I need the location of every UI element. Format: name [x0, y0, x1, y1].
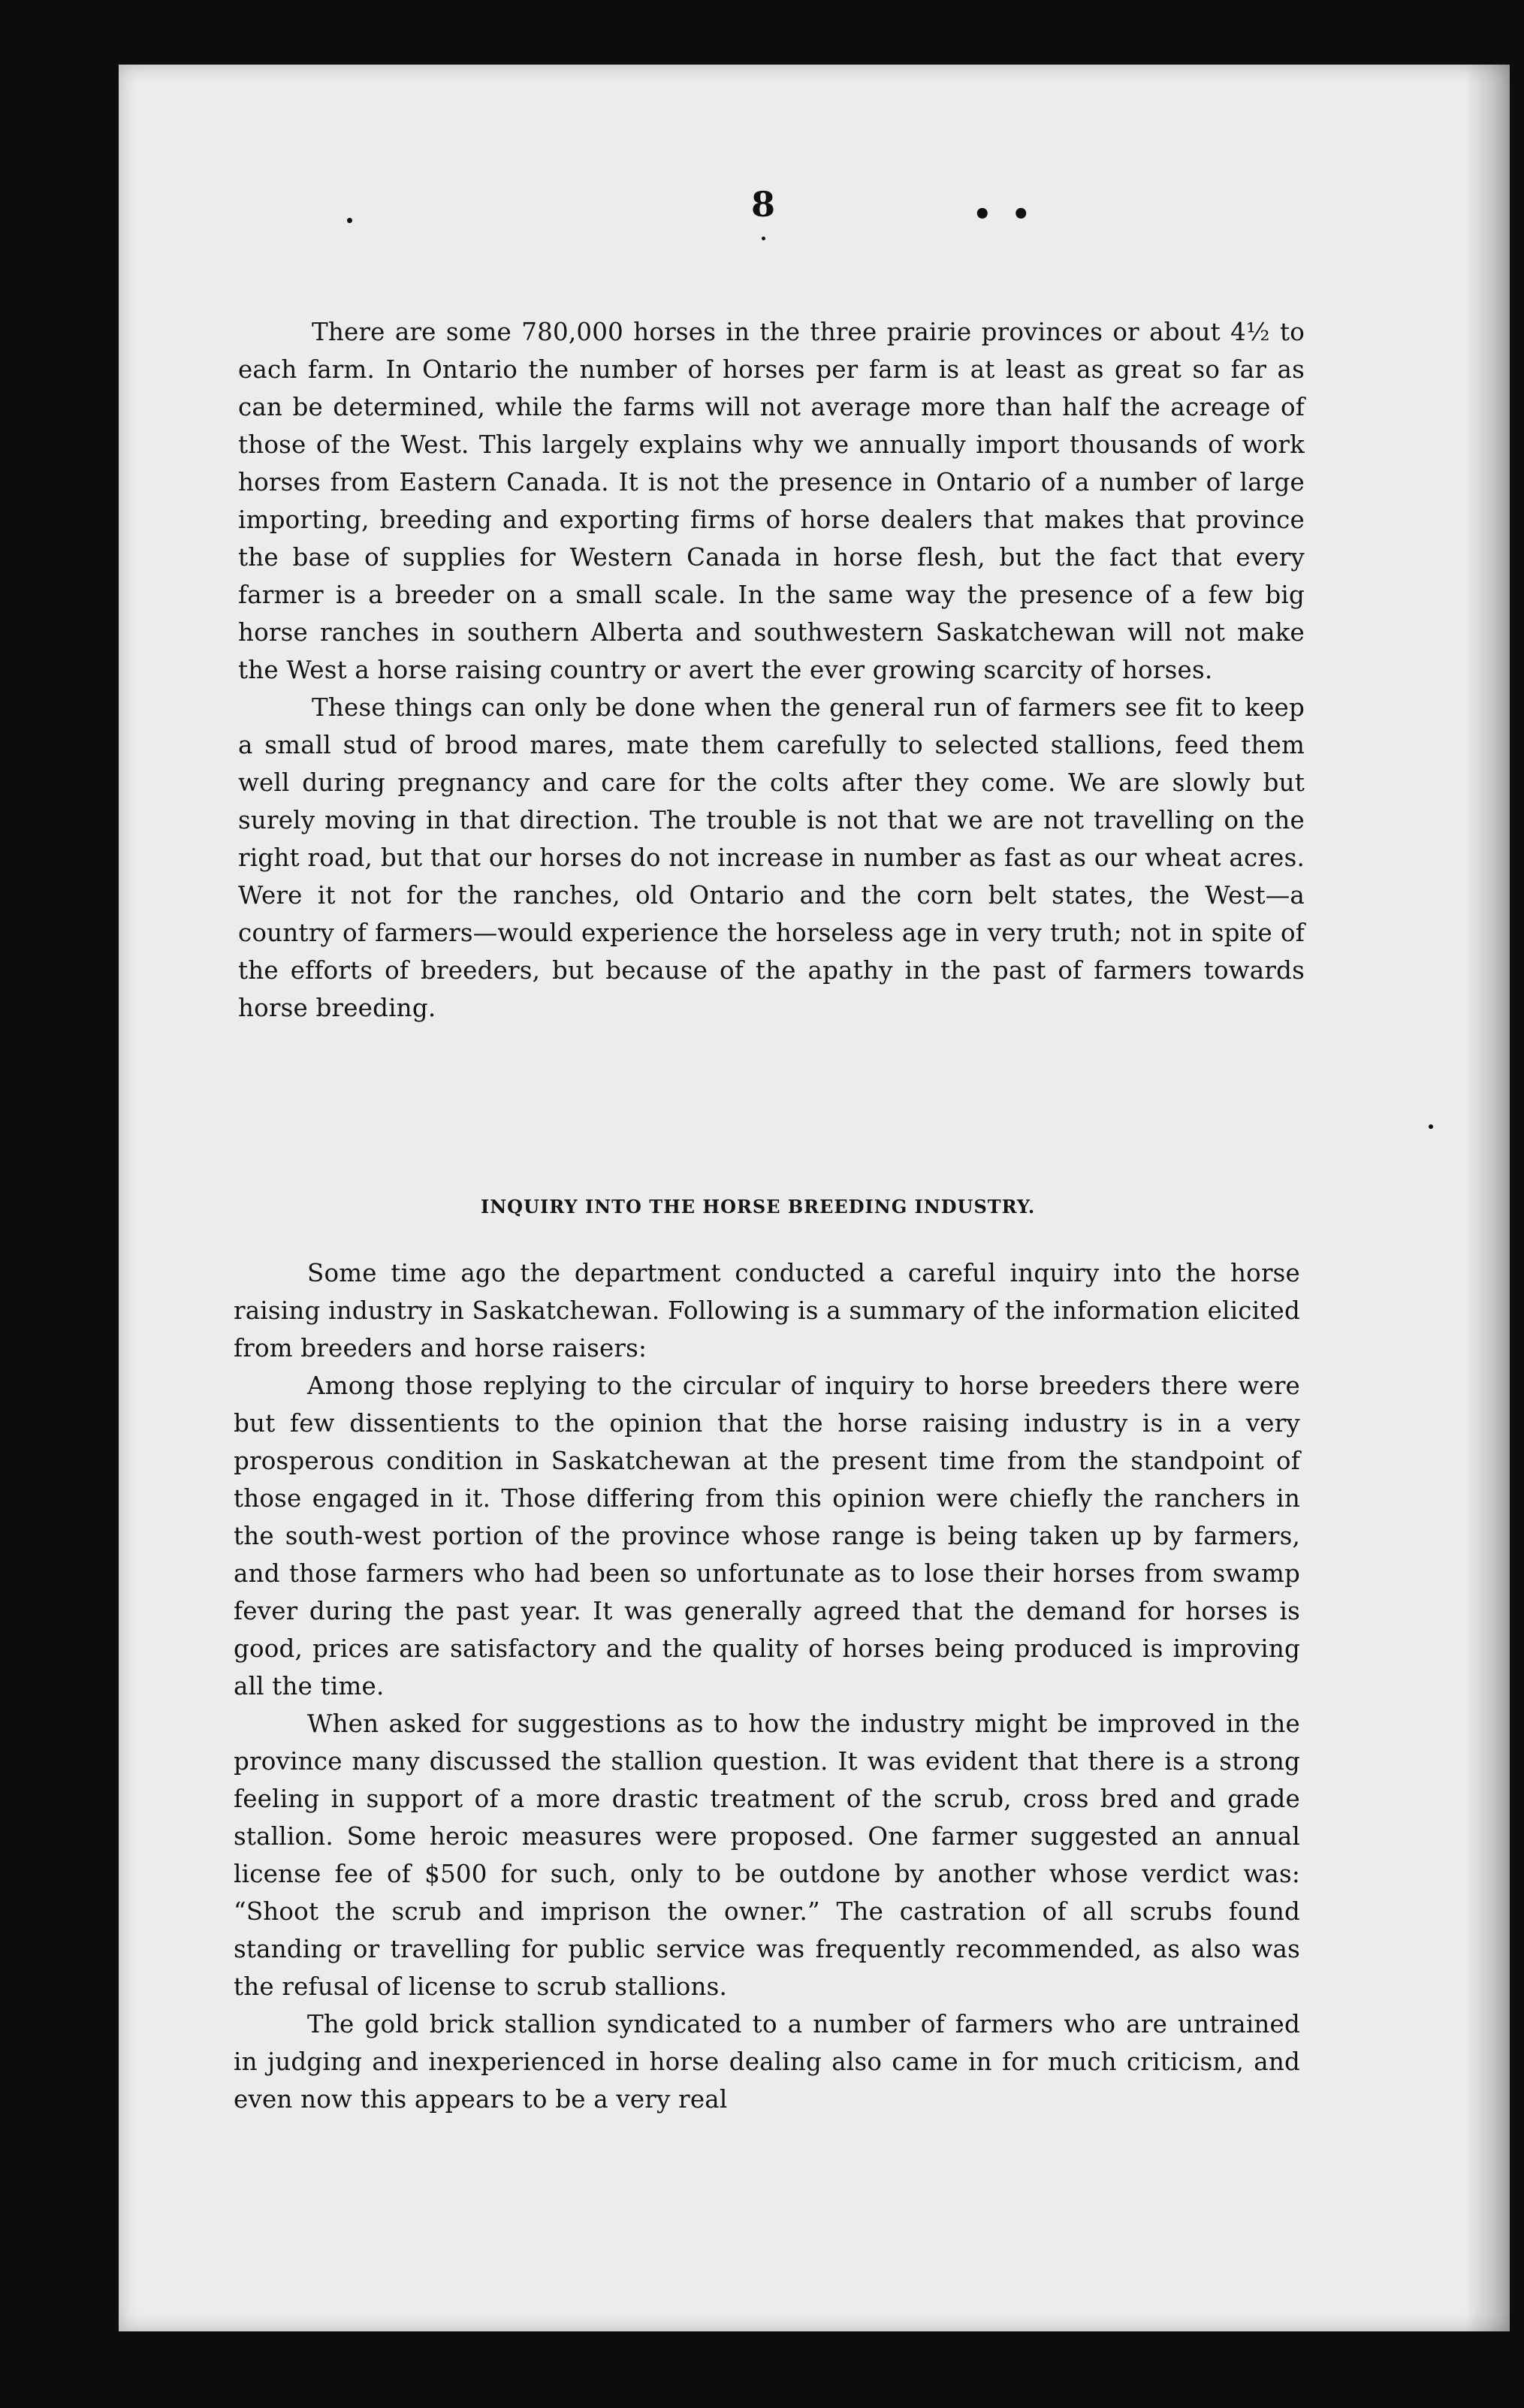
- paragraph: These things can only be done when the general run of farmers see fit to keep a small stud of brood mares, mate them carefully to selected stallions, feed them well during pregnancy and care for the colts after they come. We are slowly but surely moving in that direction. The trouble is not that we are not travelling on the right road, but that our horses do not increase in number as fast as our wheat acres. Were it not for the ranches, old Ontario and the corn belt states, the West—a country of farmers—would experience the horseless age in very truth; not in spite of the efforts of breeders, but because of the apathy in the past of farmers towards horse breeding.: [238, 693, 1305, 1022]
- page-edge-shadow: [1465, 65, 1510, 2331]
- section-heading: INQUIRY INTO THE HORSE BREEDING INDUSTRY.: [481, 1196, 1036, 1218]
- paragraph: There are some 780,000 horses in the three prairie provinces or about 4½ to each farm. In Ontario the number of horses per farm is at least as great so far as can be determined, while the farms will not average more than half the acreage of those of the West. This largely explains why we annually import thousands of work horses from Eastern Canada. It is not the presence in Ontario of a number of large importing, breeding and exporting firms of horse dealers that makes that province the base of supplies for Western Canada in horse flesh, but the fact that every farmer is a breeder on a small scale. In the same way the presence of a few big horse ranches in southern Alberta and southwestern Saskatchewan will not make the West a horse raising country or avert the ever growing scarcity of horses.: [238, 318, 1305, 684]
- paragraph: Among those replying to the circular of inquiry to horse breeders there were but few dissentients to the opinion that the horse raising industry is in a very prosperous condition in Saskatchewan at the present time from the standpoint of those engaged in it. Those differing from this opinion were chiefly the ranchers in the south-west portion of the province whose range is being taken up by farmers, and those farmers who had been so unfortunate as to lose their horses from swamp fever during the past year. It was generally agreed that the demand for horses is good, prices are satisfactory and the quality of horses being produced is improving all the time.: [234, 1371, 1300, 1700]
- paragraph: The gold brick stallion syndicated to a number of farmers who are untrained in judging and inexperienced in horse dealing also came in for much criticism, and even now this appears to be a very real: [234, 2010, 1300, 2114]
- body-text-top: [238, 313, 1305, 1027]
- ink-speck: [762, 237, 765, 240]
- paragraph: Some time ago the department conducted a careful inquiry into the horse raising industry in Saskatchewan. Following is a summary of the information elicited from breeders and horse raisers:: [234, 1259, 1300, 1362]
- ink-speck: [1429, 1124, 1433, 1129]
- corner-marks: • •: [973, 197, 1036, 232]
- ink-speck: [347, 218, 352, 223]
- page-number: 8: [751, 184, 776, 225]
- body-text-bottom: [234, 1254, 1300, 2118]
- paragraph: When asked for suggestions as to how the industry might be improved in the province many discussed the stallion question. It was evident that there is a strong feeling in support of a more drastic treatment of the scrub, cross bred and grade stallion. Some heroic measures were proposed. One farmer suggested an annual license fee of $500 for such, only to be outdone by another whose verdict was: “Shoot the scrub and imprison the owner.” The castration of all scrubs found standing or travelling for public service was frequently recommended, as also was the refusal of license to scrub stallions.: [234, 1709, 1300, 2001]
